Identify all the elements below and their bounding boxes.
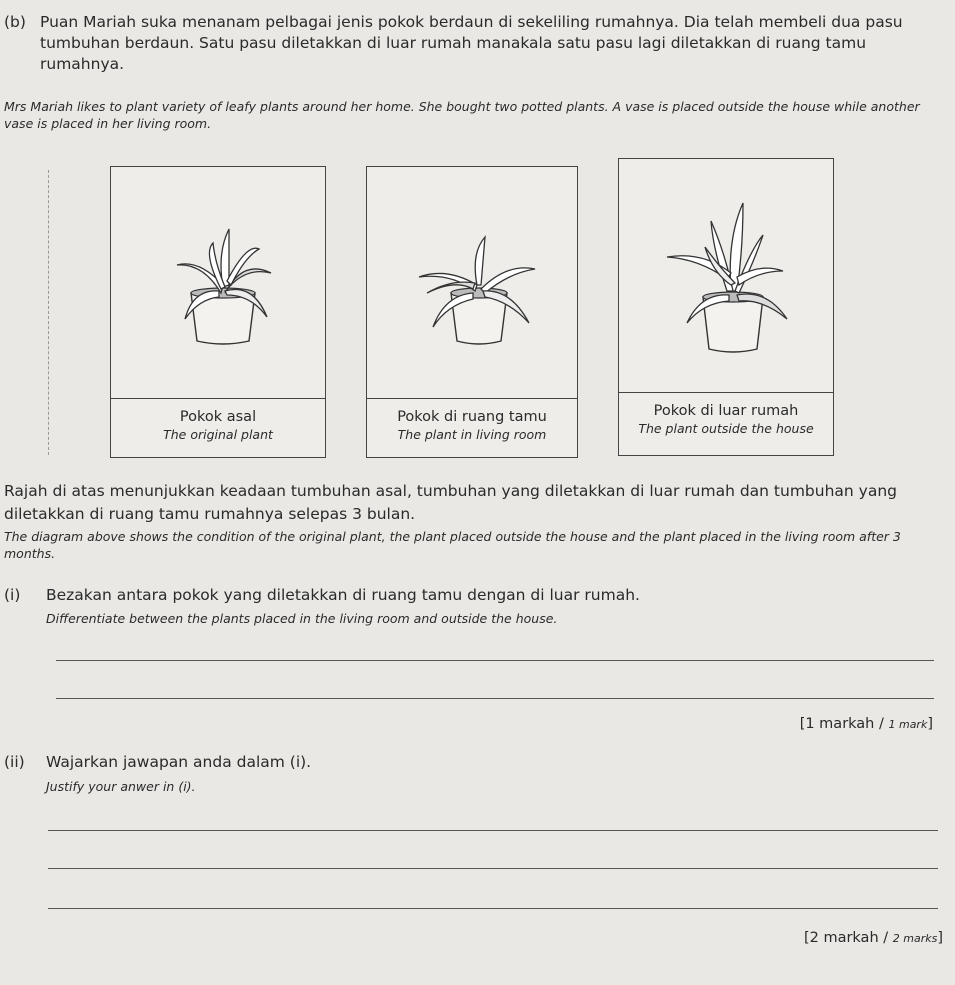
panel-label-malay: Pokok di ruang tamu	[397, 409, 547, 425]
panel-label-malay: Pokok di luar rumah	[653, 403, 799, 419]
answer-line[interactable]	[56, 698, 934, 699]
marks-malay: [1 markah /	[799, 716, 889, 732]
panel-label-english: The original plant	[163, 427, 273, 442]
marks-close: ]	[937, 930, 943, 946]
marks-english: 1 mark	[888, 718, 928, 731]
panel-caption	[111, 398, 325, 457]
panel-outside-plant	[618, 158, 834, 456]
panel-label-malay: Pokok asal	[179, 409, 257, 425]
marks-malay: [2 markah /	[803, 930, 893, 946]
potted-plant-icon	[163, 223, 283, 353]
q1-number: (i)	[4, 586, 21, 604]
q2-malay: Wajarkan jawapan anda dalam (i).	[46, 753, 312, 771]
diagram-description-malay: Rajah di atas menunjukkan keadaan tumbuhan asal, tumbuhan yang diletakkan di luar rumah dan tumbuhan yang diletakkan di ruang tamu rumahnya selepas 3 bulan.	[4, 482, 897, 523]
margin-line	[48, 170, 49, 455]
q2-marks	[804, 930, 943, 946]
q2-english: Justify your anwer in (i).	[46, 779, 196, 794]
answer-line[interactable]	[48, 830, 938, 831]
q1-marks	[800, 716, 933, 732]
question-label: (b)	[4, 13, 26, 31]
potted-plant-icon	[663, 199, 793, 359]
q1-english: Differentiate between the plants placed in the living room and outside the house.	[46, 611, 558, 626]
panel-original-plant	[110, 166, 326, 458]
answer-line[interactable]	[56, 660, 934, 661]
panel-label-english: The plant outside the house	[638, 421, 814, 436]
panel-living-room-plant	[366, 166, 578, 458]
q2-number: (ii)	[4, 753, 25, 771]
marks-english: 2 marks	[892, 932, 938, 945]
diagram-description-english: The diagram above shows the condition of the original plant, the plant placed outside the house and the plant placed in the living room after 3 months.	[4, 529, 901, 561]
panel-caption	[367, 398, 577, 457]
intro-malay: Puan Mariah suka menanam pelbagai jenis pokok berdaun di sekeliling rumahnya. Dia telah membeli dua pasu tumbuhan berdaun. Satu pasu diletakkan di luar rumah manakala satu pasu lagi diletakkan di ruang tamu rumahnya.	[40, 13, 903, 73]
answer-line[interactable]	[48, 868, 938, 869]
q1-malay: Bezakan antara pokok yang diletakkan di ruang tamu dengan di luar rumah.	[46, 586, 640, 604]
panel-caption	[619, 392, 833, 455]
answer-line[interactable]	[48, 908, 938, 909]
intro-english: Mrs Mariah likes to plant variety of leafy plants around her home. She bought two potted plants. A vase is placed outside the house while another vase is placed in her living room.	[4, 99, 920, 131]
panel-label-english: The plant in living room	[397, 427, 547, 442]
marks-close: ]	[927, 716, 933, 732]
potted-plant-icon	[411, 223, 541, 353]
